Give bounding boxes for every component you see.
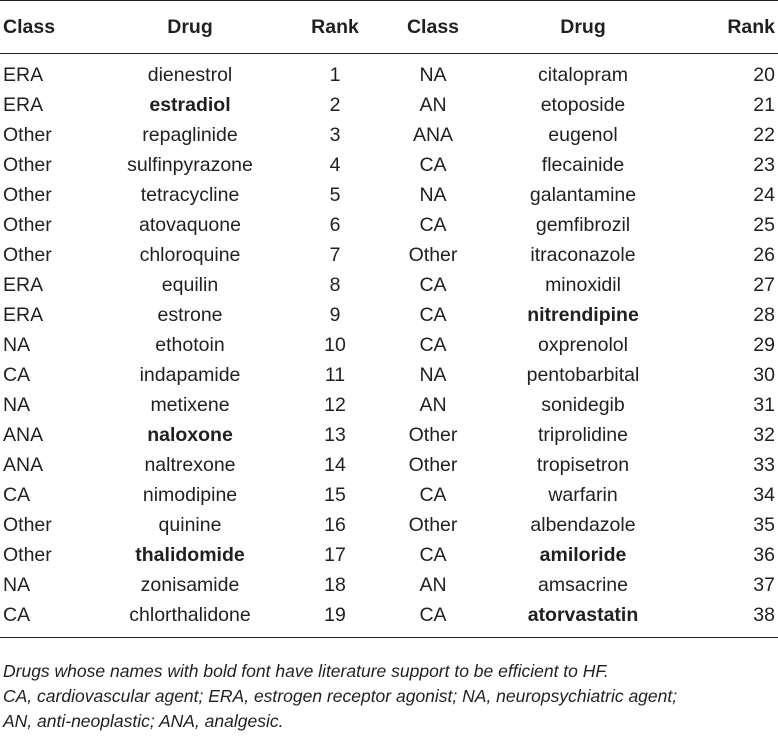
cell-drug-right: warfarin: [548, 484, 618, 506]
table-row: [0, 421, 778, 451]
cell-class-right: CA: [419, 274, 447, 296]
cell-class-left: Other: [3, 184, 52, 206]
cell-rank-right: 28: [753, 304, 775, 326]
cell-drug-left: dienestrol: [147, 64, 233, 87]
header-rank-right: Rank: [681, 1, 778, 54]
cell-rank-left: 15: [324, 484, 346, 506]
header-class-right: Class: [381, 1, 485, 54]
cell-rank-right: 33: [753, 454, 775, 476]
cell-rank-right: 35: [753, 514, 775, 536]
cell-rank-right: 34: [753, 484, 775, 506]
cell-rank-right: 21: [753, 94, 775, 116]
cell-class-right: ANA: [412, 124, 454, 146]
table-row: [0, 451, 778, 481]
cell-class-left: NA: [3, 574, 31, 596]
cell-drug-left: chloroquine: [139, 244, 241, 266]
table-row: [0, 361, 778, 391]
cell-drug-left: chlorthalidone: [91, 601, 289, 638]
cell-class-left: Other: [3, 214, 52, 236]
cell-rank-left: 11: [324, 364, 346, 386]
cell-class-left: CA: [3, 364, 31, 386]
cell-class-left: Other: [3, 244, 52, 266]
cell-rank-left: 7: [329, 244, 341, 266]
cell-class-left: NA: [3, 394, 31, 416]
cell-class-right: CA: [381, 601, 485, 638]
cell-drug-left: estrone: [157, 304, 223, 326]
cell-drug-right: amsacrine: [538, 574, 628, 596]
table-row: [0, 181, 778, 211]
cell-rank-right: 23: [753, 154, 775, 176]
table-row: [0, 391, 778, 421]
cell-rank-right: 25: [753, 214, 775, 236]
table-footnotes: [3, 659, 768, 734]
cell-class-right: NA: [419, 364, 447, 386]
cell-drug-left: naltrexone: [144, 454, 236, 476]
table-row: [0, 541, 778, 571]
header-drug-left: Drug: [91, 1, 289, 54]
cell-class-right: CA: [419, 334, 447, 356]
header-row: [0, 1, 778, 54]
cell-class-left: ERA: [3, 274, 44, 296]
cell-rank-right: 27: [753, 274, 775, 296]
cell-drug-left: repaglinide: [142, 124, 238, 146]
cell-rank-left: 4: [329, 154, 341, 176]
cell-class-left: ERA: [3, 304, 44, 326]
cell-drug-left: thalidomide: [135, 544, 245, 566]
cell-class-right: CA: [419, 154, 447, 176]
cell-class-right: CA: [419, 214, 447, 236]
cell-drug-right: oxprenolol: [538, 334, 628, 356]
cell-drug-left: tetracycline: [140, 184, 240, 206]
footnote-bold-explanation: Drugs whose names with bold font have literature support to be efficient to HF.: [3, 661, 609, 681]
table-row: [0, 211, 778, 241]
cell-rank-left: 17: [324, 544, 346, 566]
cell-class-right: CA: [419, 544, 447, 566]
table-row: [0, 601, 778, 638]
cell-rank-right: 30: [753, 364, 775, 386]
cell-rank-left: 13: [324, 424, 346, 446]
cell-class-left: Other: [3, 154, 52, 176]
table-row: [0, 481, 778, 511]
cell-rank-right: 31: [753, 394, 775, 416]
cell-class-right: NA: [419, 184, 447, 206]
cell-drug-right: sonidegib: [541, 394, 625, 416]
cell-class-right: Other: [408, 454, 458, 476]
cell-class-right: CA: [419, 484, 447, 506]
table-row: [0, 54, 778, 91]
cell-rank-left: 6: [329, 214, 341, 236]
cell-drug-right: triprolidine: [538, 424, 628, 446]
cell-rank-right: 32: [753, 424, 775, 446]
cell-class-right: Other: [408, 514, 458, 536]
cell-class-left: ERA: [3, 94, 44, 116]
cell-drug-left: naloxone: [147, 424, 233, 446]
cell-class-right: AN: [419, 574, 447, 596]
cell-rank-right: 37: [753, 574, 775, 596]
cell-drug-right: eugenol: [548, 124, 618, 146]
cell-rank-left: 12: [324, 394, 346, 416]
cell-rank-right: 22: [753, 124, 775, 146]
cell-drug-left: equilin: [161, 274, 219, 296]
cell-drug-right: nitrendipine: [527, 304, 639, 326]
cell-class-left: Other: [3, 124, 52, 146]
cell-drug-left: estradiol: [149, 94, 231, 116]
cell-rank-left: 5: [329, 184, 341, 206]
table-row: [0, 241, 778, 271]
header-drug-right: Drug: [485, 1, 681, 54]
header-class-left: Class: [0, 1, 91, 54]
cell-drug-left: sulfinpyrazone: [127, 154, 253, 176]
cell-drug-right: citalopram: [538, 64, 628, 87]
cell-rank-left: 8: [329, 274, 341, 296]
cell-class-right: AN: [419, 394, 447, 416]
table-body: [0, 54, 778, 638]
cell-class-left: Other: [3, 514, 52, 536]
cell-drug-right: gemfibrozil: [535, 214, 631, 236]
cell-drug-left: atovaquone: [139, 214, 241, 236]
cell-rank-left: 16: [324, 514, 346, 536]
footnote-abbreviations-cont: AN, anti-neoplastic; ANA, analgesic.: [3, 711, 284, 731]
cell-class-right: Other: [408, 424, 458, 446]
cell-drug-right: flecainide: [541, 154, 625, 176]
cell-rank-right: 24: [753, 184, 775, 206]
cell-drug-left: metixene: [150, 394, 230, 416]
cell-class-right: AN: [419, 94, 447, 116]
cell-class-left: CA: [3, 484, 31, 506]
cell-class-left: ANA: [3, 424, 44, 446]
cell-drug-right: minoxidil: [545, 274, 621, 296]
cell-rank-right: 36: [753, 544, 775, 566]
table-row: [0, 301, 778, 331]
cell-class-left: Other: [3, 544, 52, 566]
cell-rank-right: 26: [753, 244, 775, 266]
cell-drug-left: zonisamide: [140, 574, 240, 596]
cell-drug-right: atorvastatin: [485, 601, 681, 638]
cell-rank-right: 38: [681, 601, 778, 638]
cell-drug-left: ethotoin: [155, 334, 225, 356]
table-row: [0, 271, 778, 301]
footnote-abbreviations: CA, cardiovascular agent; ERA, estrogen receptor agonist; NA, neuropsychiatric agent;: [3, 686, 678, 706]
cell-class-right: Other: [408, 244, 458, 266]
cell-rank-left: 9: [329, 304, 341, 326]
cell-rank-left: 10: [324, 334, 346, 356]
table-row: [0, 121, 778, 151]
cell-drug-right: galantamine: [529, 184, 637, 206]
cell-rank-right: 20: [753, 64, 775, 87]
cell-class-left: NA: [3, 334, 31, 356]
cell-class-right: CA: [419, 304, 447, 326]
cell-rank-left: 2: [329, 94, 341, 116]
cell-rank-left: 14: [324, 454, 346, 476]
cell-rank-left: 18: [324, 574, 346, 596]
cell-drug-right: itraconazole: [530, 244, 636, 266]
table-row: [0, 331, 778, 361]
cell-drug-right: pentobarbital: [526, 364, 640, 386]
cell-drug-right: amiloride: [539, 544, 627, 566]
cell-class-left: ERA: [3, 64, 44, 87]
cell-drug-left: quinine: [158, 514, 222, 536]
table-row: [0, 91, 778, 121]
cell-rank-right: 29: [753, 334, 775, 356]
table-row: [0, 571, 778, 601]
cell-rank-left: 3: [329, 124, 341, 146]
cell-class-right: NA: [419, 64, 447, 87]
cell-drug-left: indapamide: [139, 364, 241, 386]
header-rank-left: Rank: [289, 1, 381, 54]
cell-drug-right: tropisetron: [536, 454, 630, 476]
table-row: [0, 151, 778, 181]
table-header: [0, 1, 778, 54]
cell-drug-right: albendazole: [530, 514, 636, 536]
cell-drug-right: etoposide: [540, 94, 626, 116]
table-row: [0, 511, 778, 541]
cell-rank-left: 19: [289, 601, 381, 638]
cell-rank-left: 1: [329, 64, 341, 87]
cell-drug-left: nimodipine: [142, 484, 238, 506]
cell-class-left: ANA: [3, 454, 44, 476]
cell-class-left: CA: [0, 601, 91, 638]
